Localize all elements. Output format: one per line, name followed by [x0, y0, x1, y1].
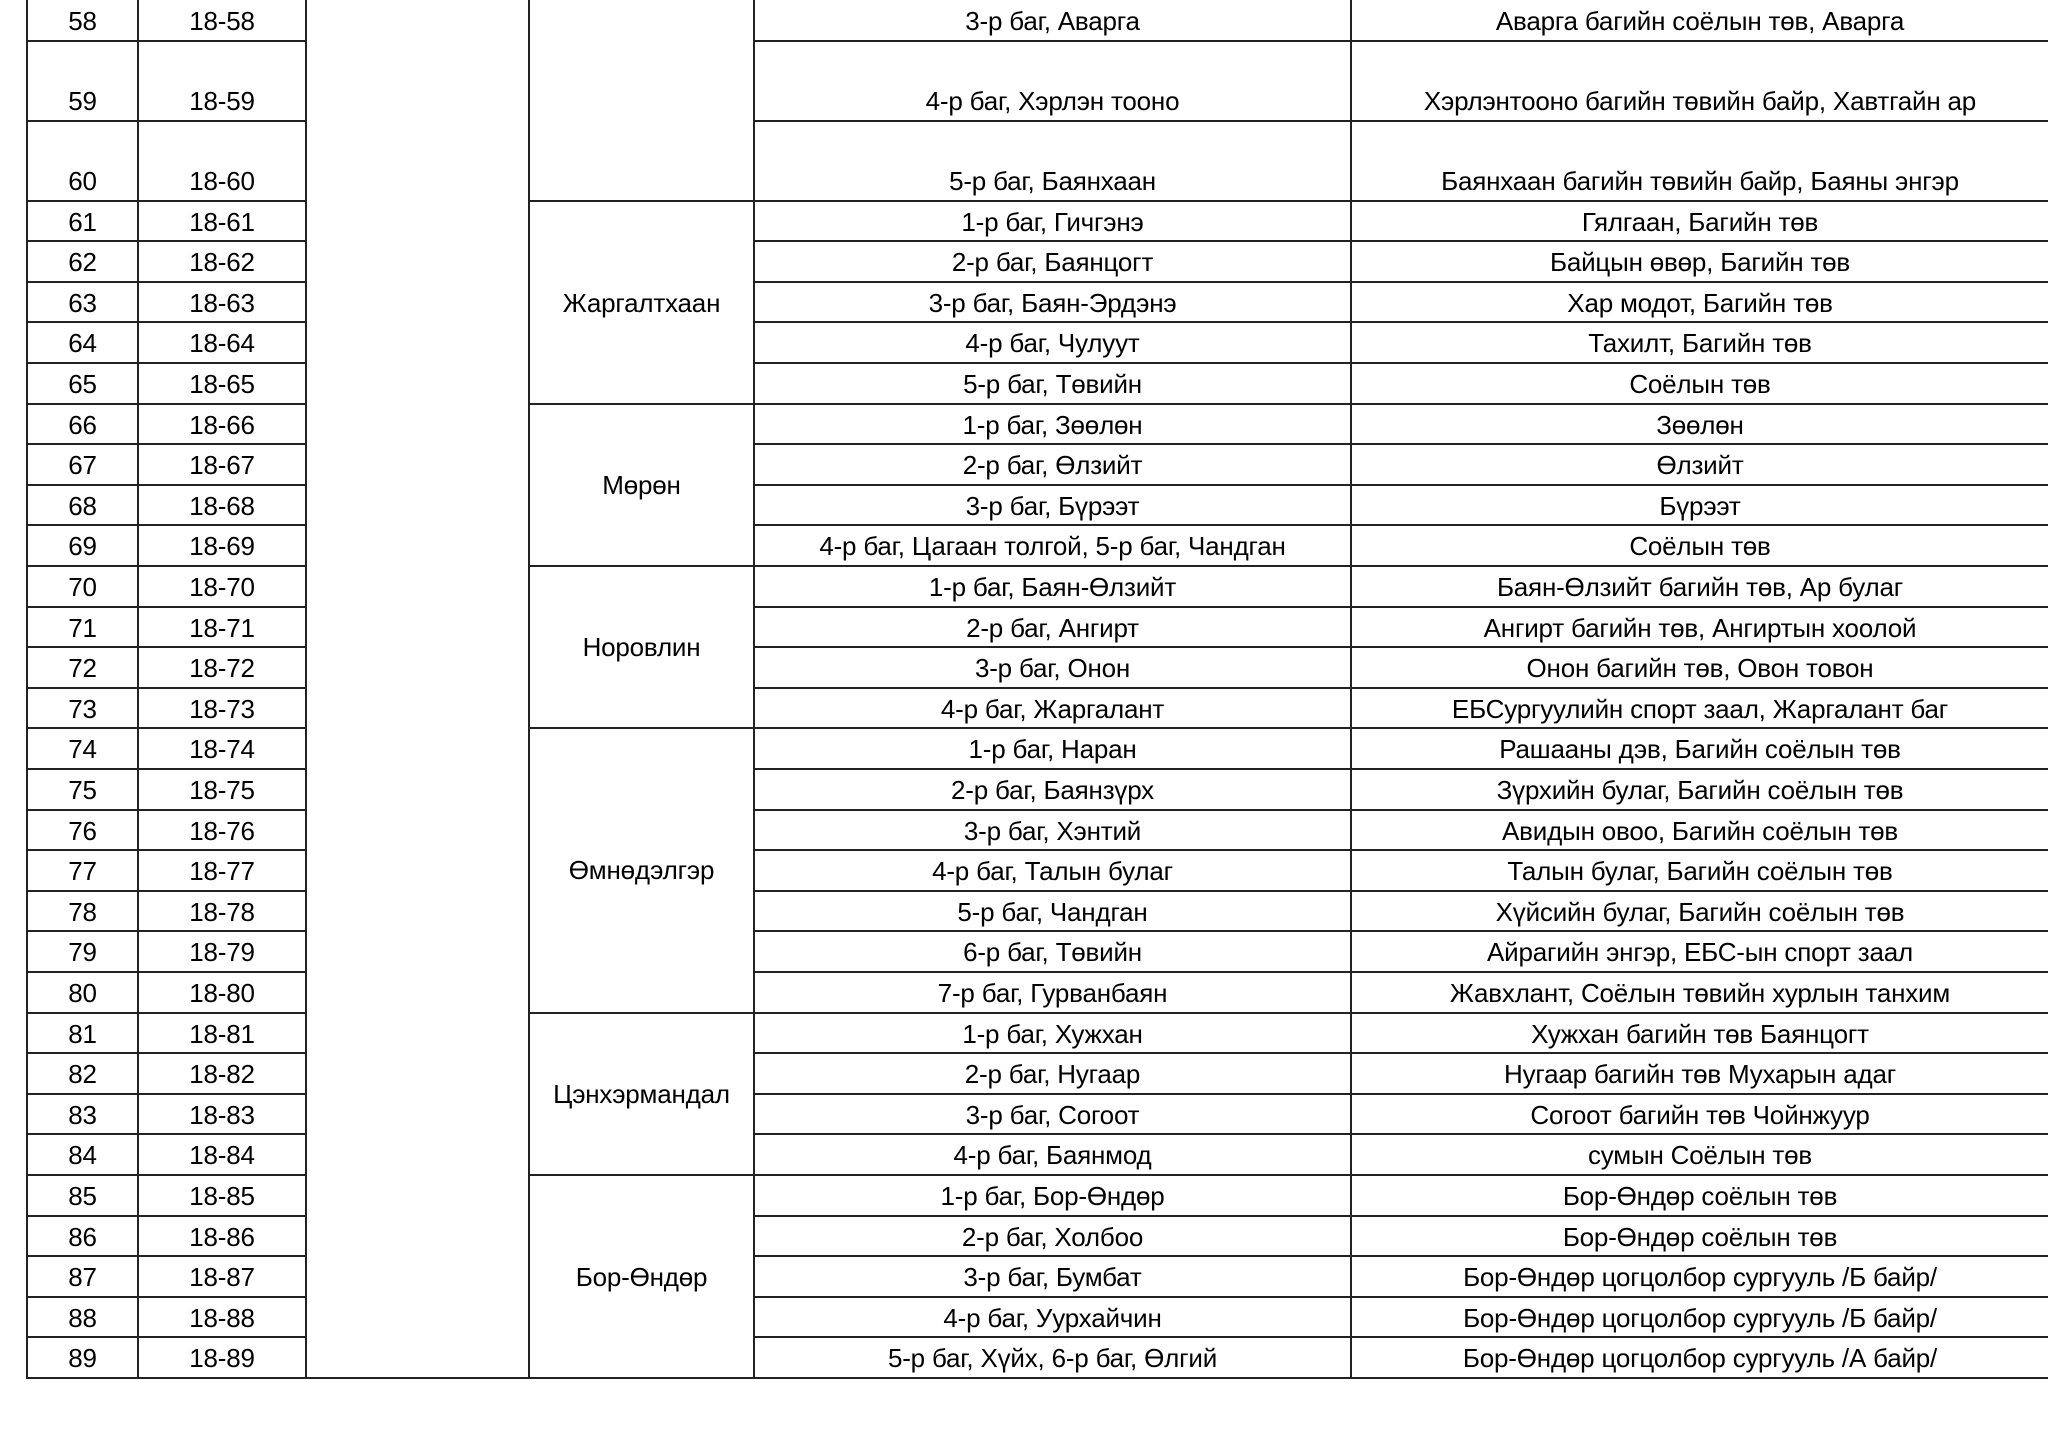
polling-location: Согоот багийн төв Чойнжуур — [1530, 1099, 1870, 1130]
polling-location: ЕБСургуулийн спорт заал, Жаргалант баг — [1451, 693, 1949, 724]
bag-name: 3-р баг, Онон — [974, 652, 1131, 683]
row-number: 79 — [68, 936, 97, 967]
row-number: 66 — [68, 409, 97, 440]
polling-location: Соёлын төв — [1629, 530, 1771, 561]
bag-name: 4-р баг, Цагаан толгой, 5-р баг, Чандган — [819, 530, 1286, 561]
row-number: 83 — [68, 1099, 97, 1130]
polling-location: Айрагийн энгэр, ЕБС-ын спорт заал — [1487, 936, 1913, 967]
row-number: 61 — [68, 206, 97, 237]
polling-location: Соёлын төв — [1629, 368, 1771, 399]
row-number: 87 — [68, 1261, 97, 1292]
bag-name: 4-р баг, Хэрлэн тооно — [925, 86, 1180, 116]
column-border — [305, 0, 307, 1379]
polling-location: Онон багийн төв, Овон товон — [1526, 652, 1874, 683]
bag-name: 4-р баг, Жаргалант — [940, 693, 1165, 724]
polling-location: Бор-Өндөр цогцолбор сургууль /Б байр/ — [1463, 1302, 1937, 1333]
row-number: 69 — [68, 530, 97, 561]
polling-location: Аварга багийн соёлын төв, Аварга — [1495, 5, 1905, 36]
polling-location: Бор-Өндөр соёлын төв — [1562, 1180, 1838, 1211]
polling-location: Бор-Өндөр соёлын төв — [1562, 1221, 1838, 1252]
row-number: 75 — [68, 774, 97, 805]
bag-name: 6-р баг, Төвийн — [963, 936, 1142, 967]
district-name: Мөрөн — [602, 470, 681, 500]
row-number: 77 — [68, 855, 97, 886]
bag-name: 5-р баг, Хүйх, 6-р баг, Өлгий — [887, 1342, 1218, 1373]
row-code: 18-63 — [189, 287, 255, 318]
row-code: 18-74 — [189, 733, 255, 764]
row-code: 18-66 — [189, 409, 255, 440]
row-code: 18-83 — [189, 1099, 255, 1130]
row-code: 18-68 — [189, 490, 255, 521]
bag-name: 3-р баг, Согоот — [965, 1099, 1140, 1130]
bag-name: 1-р баг, Бор-Өндөр — [940, 1180, 1165, 1211]
bag-name: 2-р баг, Баянзүрх — [951, 774, 1154, 805]
row-number: 65 — [68, 368, 97, 399]
row-number: 60 — [68, 166, 97, 196]
polling-location: Гялгаан, Багийн төв — [1581, 206, 1819, 237]
row-code: 18-67 — [189, 449, 255, 480]
bag-name: 5-р баг, Баянхаан — [949, 166, 1156, 196]
row-number: 88 — [68, 1302, 97, 1333]
polling-location: Хужхан багийн төв Баянцогт — [1531, 1018, 1869, 1049]
bag-name: 1-р баг, Наран — [968, 733, 1137, 764]
polling-location: Хүйсийн булаг, Багийн соёлын төв — [1495, 896, 1905, 927]
polling-location: Нугаар багийн төв Мухарын адаг — [1504, 1058, 1896, 1089]
row-number: 72 — [68, 652, 97, 683]
row-number: 78 — [68, 896, 97, 927]
row-number: 71 — [68, 612, 97, 643]
column-border — [1350, 0, 1352, 1379]
row-code: 18-75 — [189, 774, 255, 805]
bag-name: 1-р баг, Гичгэнэ — [961, 206, 1144, 237]
row-code: 18-64 — [189, 327, 255, 358]
row-code: 18-79 — [189, 936, 255, 967]
polling-location: Өлзийт — [1656, 449, 1744, 480]
row-code: 18-65 — [189, 368, 255, 399]
bag-name: 2-р баг, Холбоо — [961, 1221, 1144, 1252]
polling-location: Баянхаан багийн төвийн байр, Баяны энгэр — [1441, 166, 1959, 196]
row-code: 18-70 — [189, 571, 255, 602]
column-border — [528, 0, 530, 1379]
row-code: 18-62 — [189, 246, 255, 277]
bag-name: 1-р баг, Хужхан — [962, 1018, 1143, 1049]
row-number: 67 — [68, 449, 97, 480]
row-number: 86 — [68, 1221, 97, 1252]
row-code: 18-87 — [189, 1261, 255, 1292]
bag-name: 3-р баг, Хэнтий — [963, 815, 1142, 846]
table-bottom-border — [26, 1377, 2048, 1379]
polling-location: сумын Соёлын төв — [1588, 1139, 1812, 1170]
row-number: 68 — [68, 490, 97, 521]
row-number: 85 — [68, 1180, 97, 1211]
row-number: 73 — [68, 693, 97, 724]
bag-name: 3-р баг, Баян-Эрдэнэ — [928, 287, 1177, 318]
bag-name: 3-р баг, Бумбат — [963, 1261, 1142, 1292]
polling-location: Бор-Өндөр цогцолбор сургууль /А байр/ — [1462, 1342, 1938, 1373]
polling-location: Бүрээт — [1659, 490, 1741, 521]
column-border — [137, 0, 139, 1379]
bag-name: 1-р баг, Зөөлөн — [962, 409, 1143, 440]
row-code: 18-78 — [189, 896, 255, 927]
row-code: 18-86 — [189, 1221, 255, 1252]
row-number: 62 — [68, 246, 97, 277]
bag-name: 5-р баг, Чандган — [957, 896, 1148, 927]
district-name: Бор-Өндөр — [575, 1261, 708, 1292]
row-code: 18-69 — [189, 530, 255, 561]
polling-location: Зүрхийн булаг, Багийн соёлын төв — [1496, 774, 1904, 805]
polling-location: Баян-Өлзийт багийн төв, Ар булаг — [1496, 571, 1904, 602]
district-name: Норовлин — [582, 632, 701, 662]
column-border — [26, 0, 28, 1379]
row-number: 74 — [68, 733, 97, 764]
row-code: 18-84 — [189, 1139, 255, 1170]
bag-name: 4-р баг, Талын булаг — [932, 855, 1173, 886]
row-number: 63 — [68, 287, 97, 318]
row-code: 18-80 — [189, 977, 255, 1008]
row-number: 81 — [68, 1018, 97, 1049]
row-code: 18-61 — [189, 206, 255, 237]
polling-location: Байцын өвөр, Багийн төв — [1549, 246, 1851, 277]
row-number: 76 — [68, 815, 97, 846]
bag-name: 3-р баг, Бүрээт — [965, 490, 1140, 521]
row-number: 59 — [68, 86, 97, 116]
polling-location: Хар модот, Багийн төв — [1567, 287, 1833, 318]
bag-name: 3-р баг, Аварга — [965, 5, 1140, 36]
row-code: 18-59 — [189, 86, 255, 116]
row-number: 64 — [68, 327, 97, 358]
bag-name: 4-р баг, Чулуут — [965, 327, 1140, 358]
row-code: 18-77 — [189, 855, 255, 886]
bag-name: 2-р баг, Ангирт — [966, 612, 1139, 643]
polling-location: Зөөлөн — [1656, 409, 1744, 440]
polling-location: Ангирт багийн төв, Ангиртын хоолой — [1483, 612, 1917, 643]
row-number: 58 — [68, 5, 97, 36]
bag-name: 2-р баг, Өлзийт — [962, 449, 1143, 480]
polling-location: Тахилт, Багийн төв — [1588, 327, 1812, 358]
bag-name: 7-р баг, Гурванбаян — [937, 977, 1168, 1008]
row-number: 84 — [68, 1139, 97, 1170]
bag-name: 2-р баг, Нугаар — [964, 1058, 1141, 1089]
row-number: 80 — [68, 977, 97, 1008]
bag-name: 2-р баг, Баянцогт — [951, 246, 1154, 277]
row-code: 18-89 — [189, 1342, 255, 1373]
column-border — [753, 0, 755, 1379]
polling-location: Авидын овоо, Багийн соёлын төв — [1502, 815, 1898, 846]
row-number: 70 — [68, 571, 97, 602]
row-code: 18-60 — [189, 166, 255, 196]
polling-location: Рашааны дэв, Багийн соёлын төв — [1499, 733, 1901, 764]
bag-name: 5-р баг, Төвийн — [963, 368, 1142, 399]
row-code: 18-71 — [189, 612, 255, 643]
row-code: 18-85 — [189, 1180, 255, 1211]
polling-location: Талын булаг, Багийн соёлын төв — [1507, 855, 1893, 886]
bag-name: 4-р баг, Уурхайчин — [943, 1302, 1162, 1333]
row-code: 18-58 — [189, 5, 255, 36]
polling-location: Хэрлэнтооно багийн төвийн байр, Хавтгайн ар — [1423, 86, 1977, 116]
row-code: 18-82 — [189, 1058, 255, 1089]
row-code: 18-73 — [189, 693, 255, 724]
district-name: Өмнөдэлгэр — [568, 855, 715, 885]
district-name: Цэнхэрмандал — [553, 1079, 730, 1109]
bag-name: 4-р баг, Баянмод — [953, 1139, 1152, 1170]
row-number: 82 — [68, 1058, 97, 1089]
row-code: 18-76 — [189, 815, 255, 846]
district-name: Жаргалтхаан — [562, 287, 721, 318]
polling-location: Жавхлант, Соёлын төвийн хурлын танхим — [1449, 977, 1951, 1008]
bag-name: 1-р баг, Баян-Өлзийт — [928, 571, 1177, 602]
polling-location: Бор-Өндөр цогцолбор сургууль /Б байр/ — [1463, 1261, 1937, 1292]
row-number: 89 — [68, 1342, 97, 1373]
district-name — [530, 1, 753, 200]
row-code: 18-72 — [189, 652, 255, 683]
row-code: 18-81 — [189, 1018, 255, 1049]
row-code: 18-88 — [189, 1302, 255, 1333]
